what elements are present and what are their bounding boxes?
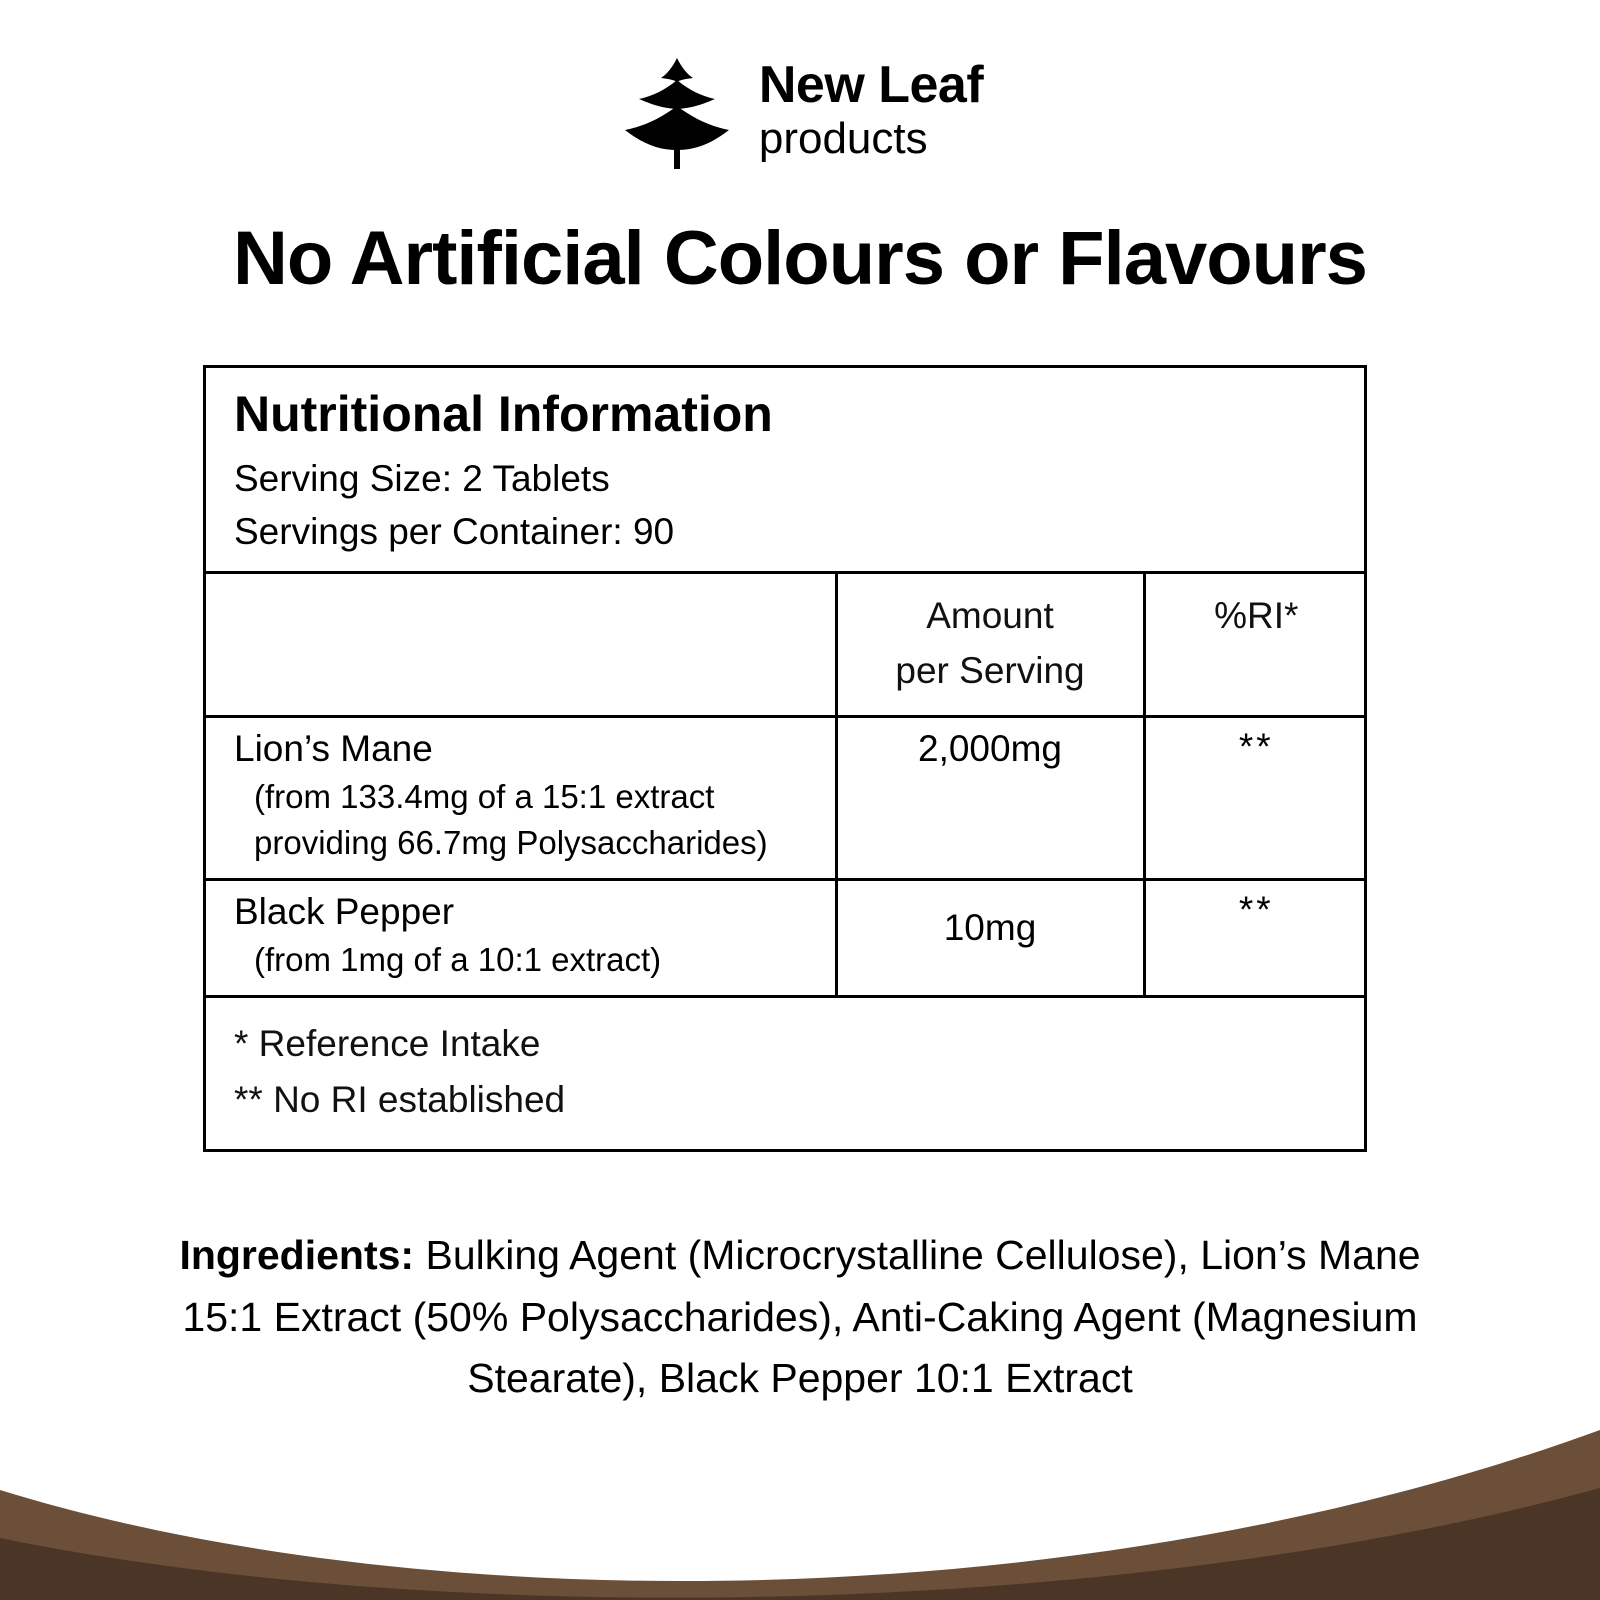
servings-per-container-text: Servings per Container: 90 [234, 511, 675, 553]
brand-name: New Leaf [758, 56, 984, 114]
column-header-ri: %RI* [1144, 572, 1367, 716]
nutrient-sub-line-1: (from 133.4mg of a 15:1 extract [254, 777, 715, 815]
nutrient-cell-lions-mane [206, 716, 836, 879]
serving-size-text: Serving Size: 2 Tablets [234, 457, 610, 499]
footnote-no-ri: ** No RI established [234, 1078, 566, 1120]
table-row [206, 716, 1367, 879]
column-header-amount [836, 572, 1144, 716]
column-header-amount-line2: per Serving [895, 650, 1085, 692]
column-header-nutrient [206, 572, 836, 716]
nutrition-panel [203, 365, 1367, 1152]
nutrient-name: Lion’s Mane [234, 727, 433, 769]
page-headline: No Artificial Colours or Flavours [233, 216, 1367, 301]
nutrition-table [206, 571, 1367, 1149]
footnotes-cell [206, 997, 1367, 1150]
ingredients-text: Bulking Agent (Microcrystalline Cellulose), Lion’s Mane 15:1 Extract (50% Polysaccharides), Anti-Caking Agent (Magnesium Stearate), Black Pepper 10:1 Extract [182, 1232, 1421, 1401]
nutrient-sub-line-2: providing 66.7mg Polysaccharides) [254, 823, 768, 861]
nutrition-panel-header [206, 368, 1364, 571]
leaf-tree-icon [617, 52, 737, 172]
brand-subtitle: products [758, 114, 928, 163]
ingredients-label: Ingredients: [179, 1232, 415, 1278]
brand-wordmark [758, 56, 984, 165]
footnote-reference-intake: * Reference Intake [234, 1023, 541, 1065]
ri-cell: ** [1144, 880, 1367, 997]
brand-logo [0, 52, 1600, 172]
bottom-swoosh-decoration [0, 1370, 1600, 1600]
amount-cell: 10mg [836, 880, 1144, 997]
table-row [206, 880, 1367, 997]
column-header-amount-line1: Amount [926, 594, 1054, 636]
table-footnote-row [206, 997, 1367, 1150]
nutrient-sub-line-1: (from 1mg of a 10:1 extract) [254, 941, 662, 979]
nutrient-name: Black Pepper [234, 891, 455, 933]
table-header-row [206, 572, 1367, 716]
amount-cell: 2,000mg [836, 716, 1144, 879]
nutrient-cell-black-pepper [206, 880, 836, 997]
ri-cell: ** [1144, 716, 1367, 879]
nutrition-panel-title: Nutritional Information [234, 386, 773, 442]
